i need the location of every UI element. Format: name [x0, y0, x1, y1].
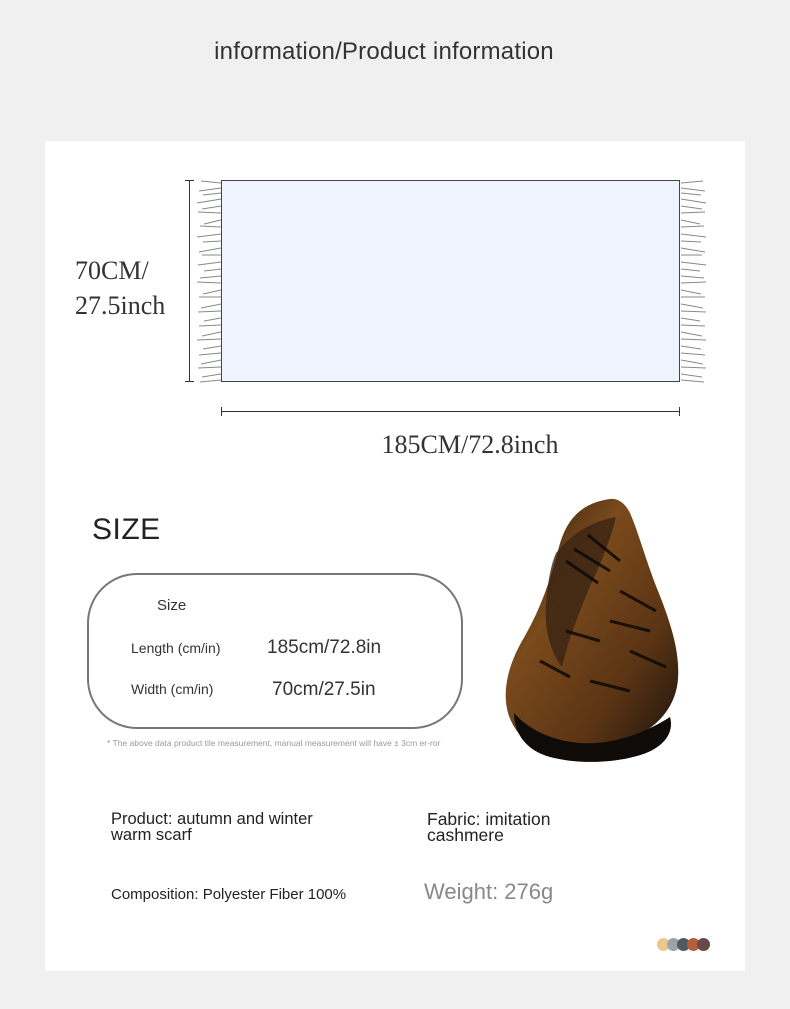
- size-column-header: Size: [157, 597, 187, 614]
- page-title: information/Product information: [214, 38, 554, 65]
- size-heading: SIZE: [92, 513, 161, 546]
- right-fringe-icon: [679, 179, 709, 383]
- color-swatches: [657, 938, 717, 952]
- width-label: 185CM/72.8inch: [381, 430, 559, 459]
- width-dimension-line: [221, 411, 680, 412]
- scarf-outline: [221, 180, 680, 382]
- fabric-spec-line2: cashmere: [427, 825, 504, 845]
- weight-spec: Weight: 276g: [424, 879, 554, 904]
- product-info-card: [45, 141, 745, 971]
- product-spec-line2: warm scarf: [111, 826, 192, 844]
- swatch-dot: [697, 938, 710, 951]
- height-label-inch: 27.5inch: [75, 291, 166, 320]
- scarf-dimension-diagram: [45, 141, 745, 471]
- height-label-cm: 70CM/: [75, 256, 149, 285]
- scarf-photo-icon: [470, 491, 710, 766]
- product-spec: [111, 811, 313, 843]
- size-table: [87, 573, 463, 729]
- size-row-label-length: Length (cm/in): [131, 640, 221, 656]
- size-row-label-width: Width (cm/in): [131, 681, 214, 697]
- composition-spec: Composition: Polyester Fiber 100%: [111, 886, 347, 903]
- height-label: [75, 253, 205, 323]
- fabric-spec-line1: Fabric: imitation: [427, 809, 551, 829]
- measurement-note: * The above data product tile measurement, manual measurement will have ± 3cm er-ror: [107, 738, 441, 748]
- product-spec-line1: Product: autumn and winter: [111, 810, 313, 828]
- size-row-value-width: 70cm/27.5in: [272, 679, 376, 700]
- size-row-value-length: 185cm/72.8in: [267, 637, 382, 658]
- fabric-spec: [427, 811, 551, 843]
